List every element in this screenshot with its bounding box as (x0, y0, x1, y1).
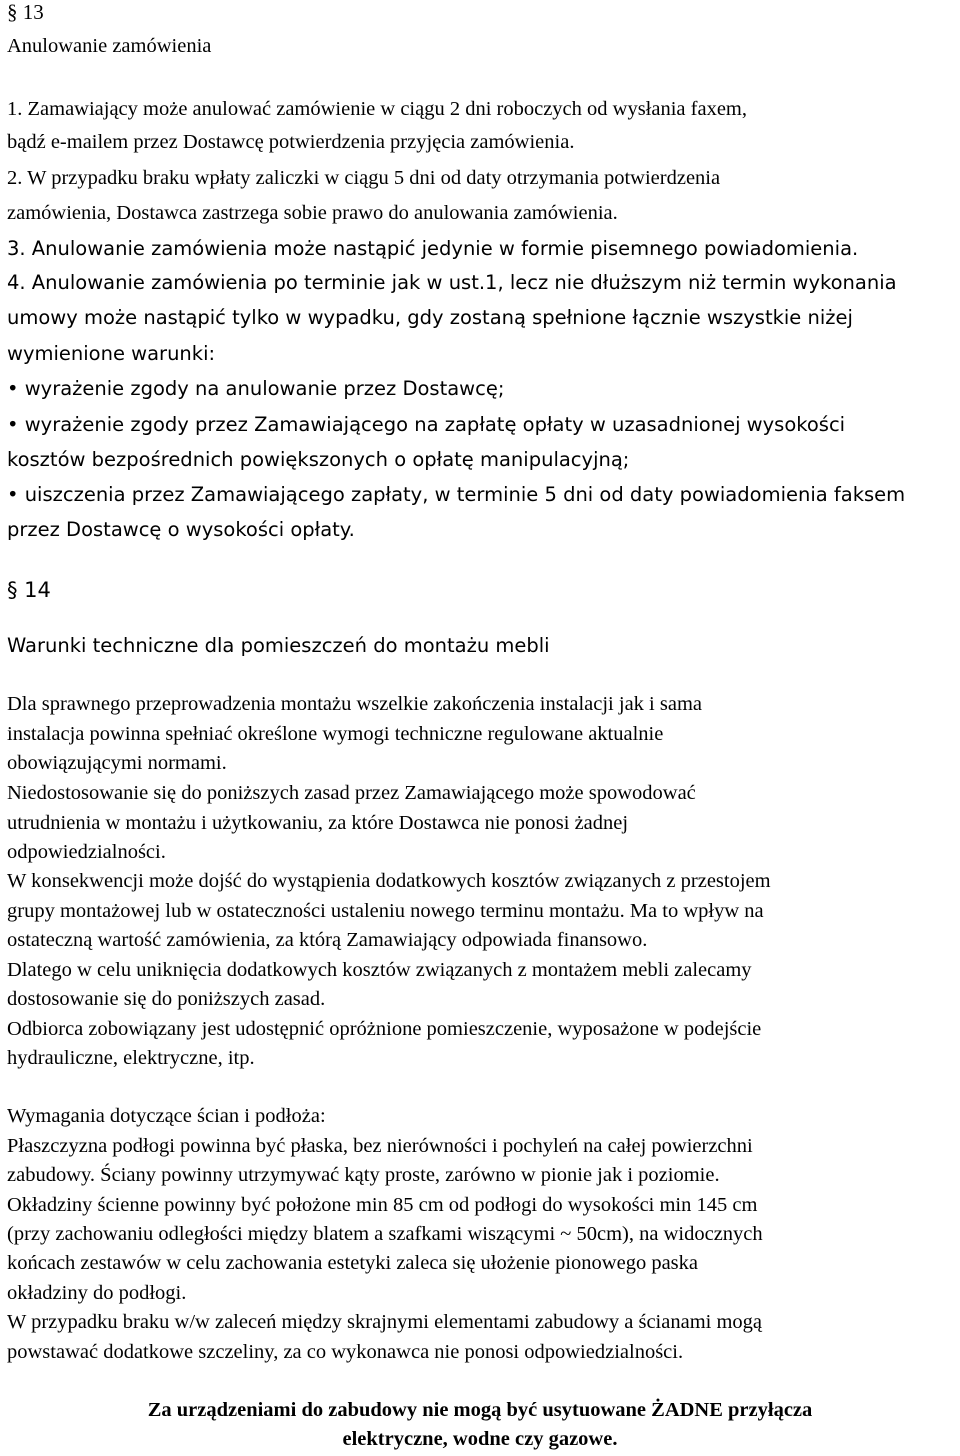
section-14-number: § 14 (7, 578, 51, 602)
section-14-paragraph-line: Dlatego w celu uniknięcia dodatkowych kosztów związanych z montażem mebli zalecamy (7, 959, 752, 981)
section-14-paragraph-line: Dla sprawnego przeprowadzenia montażu wszelkie zakończenia instalacji jak i sama (7, 693, 702, 715)
section-13-line: przez Dostawcę o wysokości opłaty. (7, 518, 355, 541)
section-13-line: kosztów bezpośrednich powiększonych o opłatę manipulacyjną; (7, 448, 630, 471)
section-13-line: wymienione warunki: (7, 342, 216, 365)
section-14-paragraph-line: Niedostosowanie się do poniższych zasad przez Zamawiającego może spowodować (7, 782, 696, 804)
requirements-line: zabudowy. Ściany powinny utrzymywać kąty proste, zarówno w pionie jak i poziomie. (7, 1164, 720, 1186)
section-14-paragraph-line: hydrauliczne, elektryczne, itp. (7, 1047, 255, 1069)
requirements-line: Płaszczyzna podłogi powinna być płaska, bez nierówności i pochyleń na całej powierzchni (7, 1135, 753, 1157)
section-14-paragraph-line: W konsekwencji może dojść do wystąpienia dodatkowych kosztów związanych z przestojem (7, 870, 771, 892)
requirements-line: końcach zestawów w celu zachowania estetyki zaleca się ułożenie pionowego paska (7, 1252, 699, 1274)
section-13-line: 4. Anulowanie zamówienia po terminie jak w ust.1, lecz nie dłuższym niż termin wykonania (7, 271, 897, 294)
section-14-paragraph-line: Odbiorca zobowiązany jest udostępnić opróżnione pomieszczenie, wyposażone w podejście (7, 1018, 762, 1040)
section-13-line: 1. Zamawiający może anulować zamówienie w ciągu 2 dni roboczych od wysłania faxem, (7, 98, 747, 120)
section-13-title: Anulowanie zamówienia (7, 35, 212, 57)
section-14-title: Warunki techniczne dla pomieszczeń do montażu mebli (7, 634, 550, 657)
requirements-heading: Wymagania dotyczące ścian i podłoża: (7, 1105, 326, 1127)
warning-line: Za urządzeniami do zabudowy nie mogą być usytuowane ŻADNE przyłącza (147, 1399, 813, 1421)
warning-line: elektryczne, wodne czy gazowe. (342, 1428, 618, 1450)
section-13-line: • uiszczenia przez Zamawiającego zapłaty, w terminie 5 dni od daty powiadomienia faksem (7, 483, 906, 506)
section-13-line: 2. W przypadku braku wpłaty zaliczki w ciągu 5 dni od daty otrzymania potwierdzenia (7, 167, 721, 189)
requirements-line: (przy zachowaniu odległości między blatem a szafkami wiszącymi ~ 50cm), na widocznych (7, 1223, 763, 1245)
requirements-line: okładziny do podłogi. (7, 1282, 187, 1304)
section-14-paragraph-line: ostateczną wartość zamówienia, za którą Zamawiający odpowiada finansowo. (7, 929, 648, 951)
section-14-paragraph-line: instalacja powinna spełniać określone wymogi techniczne regulowane aktualnie (7, 723, 664, 745)
section-13-line: bądź e-mailem przez Dostawcę potwierdzenia przyjęcia zamówienia. (7, 131, 575, 153)
requirements-line: W przypadku braku w/w zaleceń między skrajnymi elementami zabudowy a ścianami mogą (7, 1311, 763, 1333)
section-13-line: umowy może nastąpić tylko w wypadku, gdy zostaną spełnione łącznie wszystkie niżej (7, 306, 853, 329)
section-13-number: § 13 (7, 0, 44, 24)
section-14-paragraph-line: grupy montażowej lub w ostateczności ustaleniu nowego terminu montażu. Ma to wpływ na (7, 900, 764, 922)
section-14-paragraph-line: odpowiedzialności. (7, 841, 166, 863)
section-14-paragraph-line: obowiązującymi normami. (7, 752, 227, 774)
requirements-line: powstawać dodatkowe szczeliny, za co wykonawca nie ponosi odpowiedzialności. (7, 1341, 684, 1363)
section-13-line: 3. Anulowanie zamówienia może nastąpić jedynie w formie pisemnego powiadomienia. (7, 237, 859, 260)
requirements-line: Okładziny ścienne powinny być położone min 85 cm od podłogi do wysokości min 145 cm (7, 1194, 758, 1216)
section-13-line: • wyrażenie zgody na anulowanie przez Dostawcę; (7, 377, 505, 400)
section-13-line: • wyrażenie zgody przez Zamawiającego na zapłatę opłaty w uzasadnionej wysokości (7, 413, 846, 436)
section-14-paragraph-line: dostosowanie się do poniższych zasad. (7, 988, 326, 1010)
section-14-paragraph-line: utrudnienia w montażu i użytkowaniu, za które Dostawca nie ponosi żadnej (7, 812, 629, 834)
section-13-line: zamówienia, Dostawca zastrzega sobie prawo do anulowania zamówienia. (7, 202, 618, 224)
